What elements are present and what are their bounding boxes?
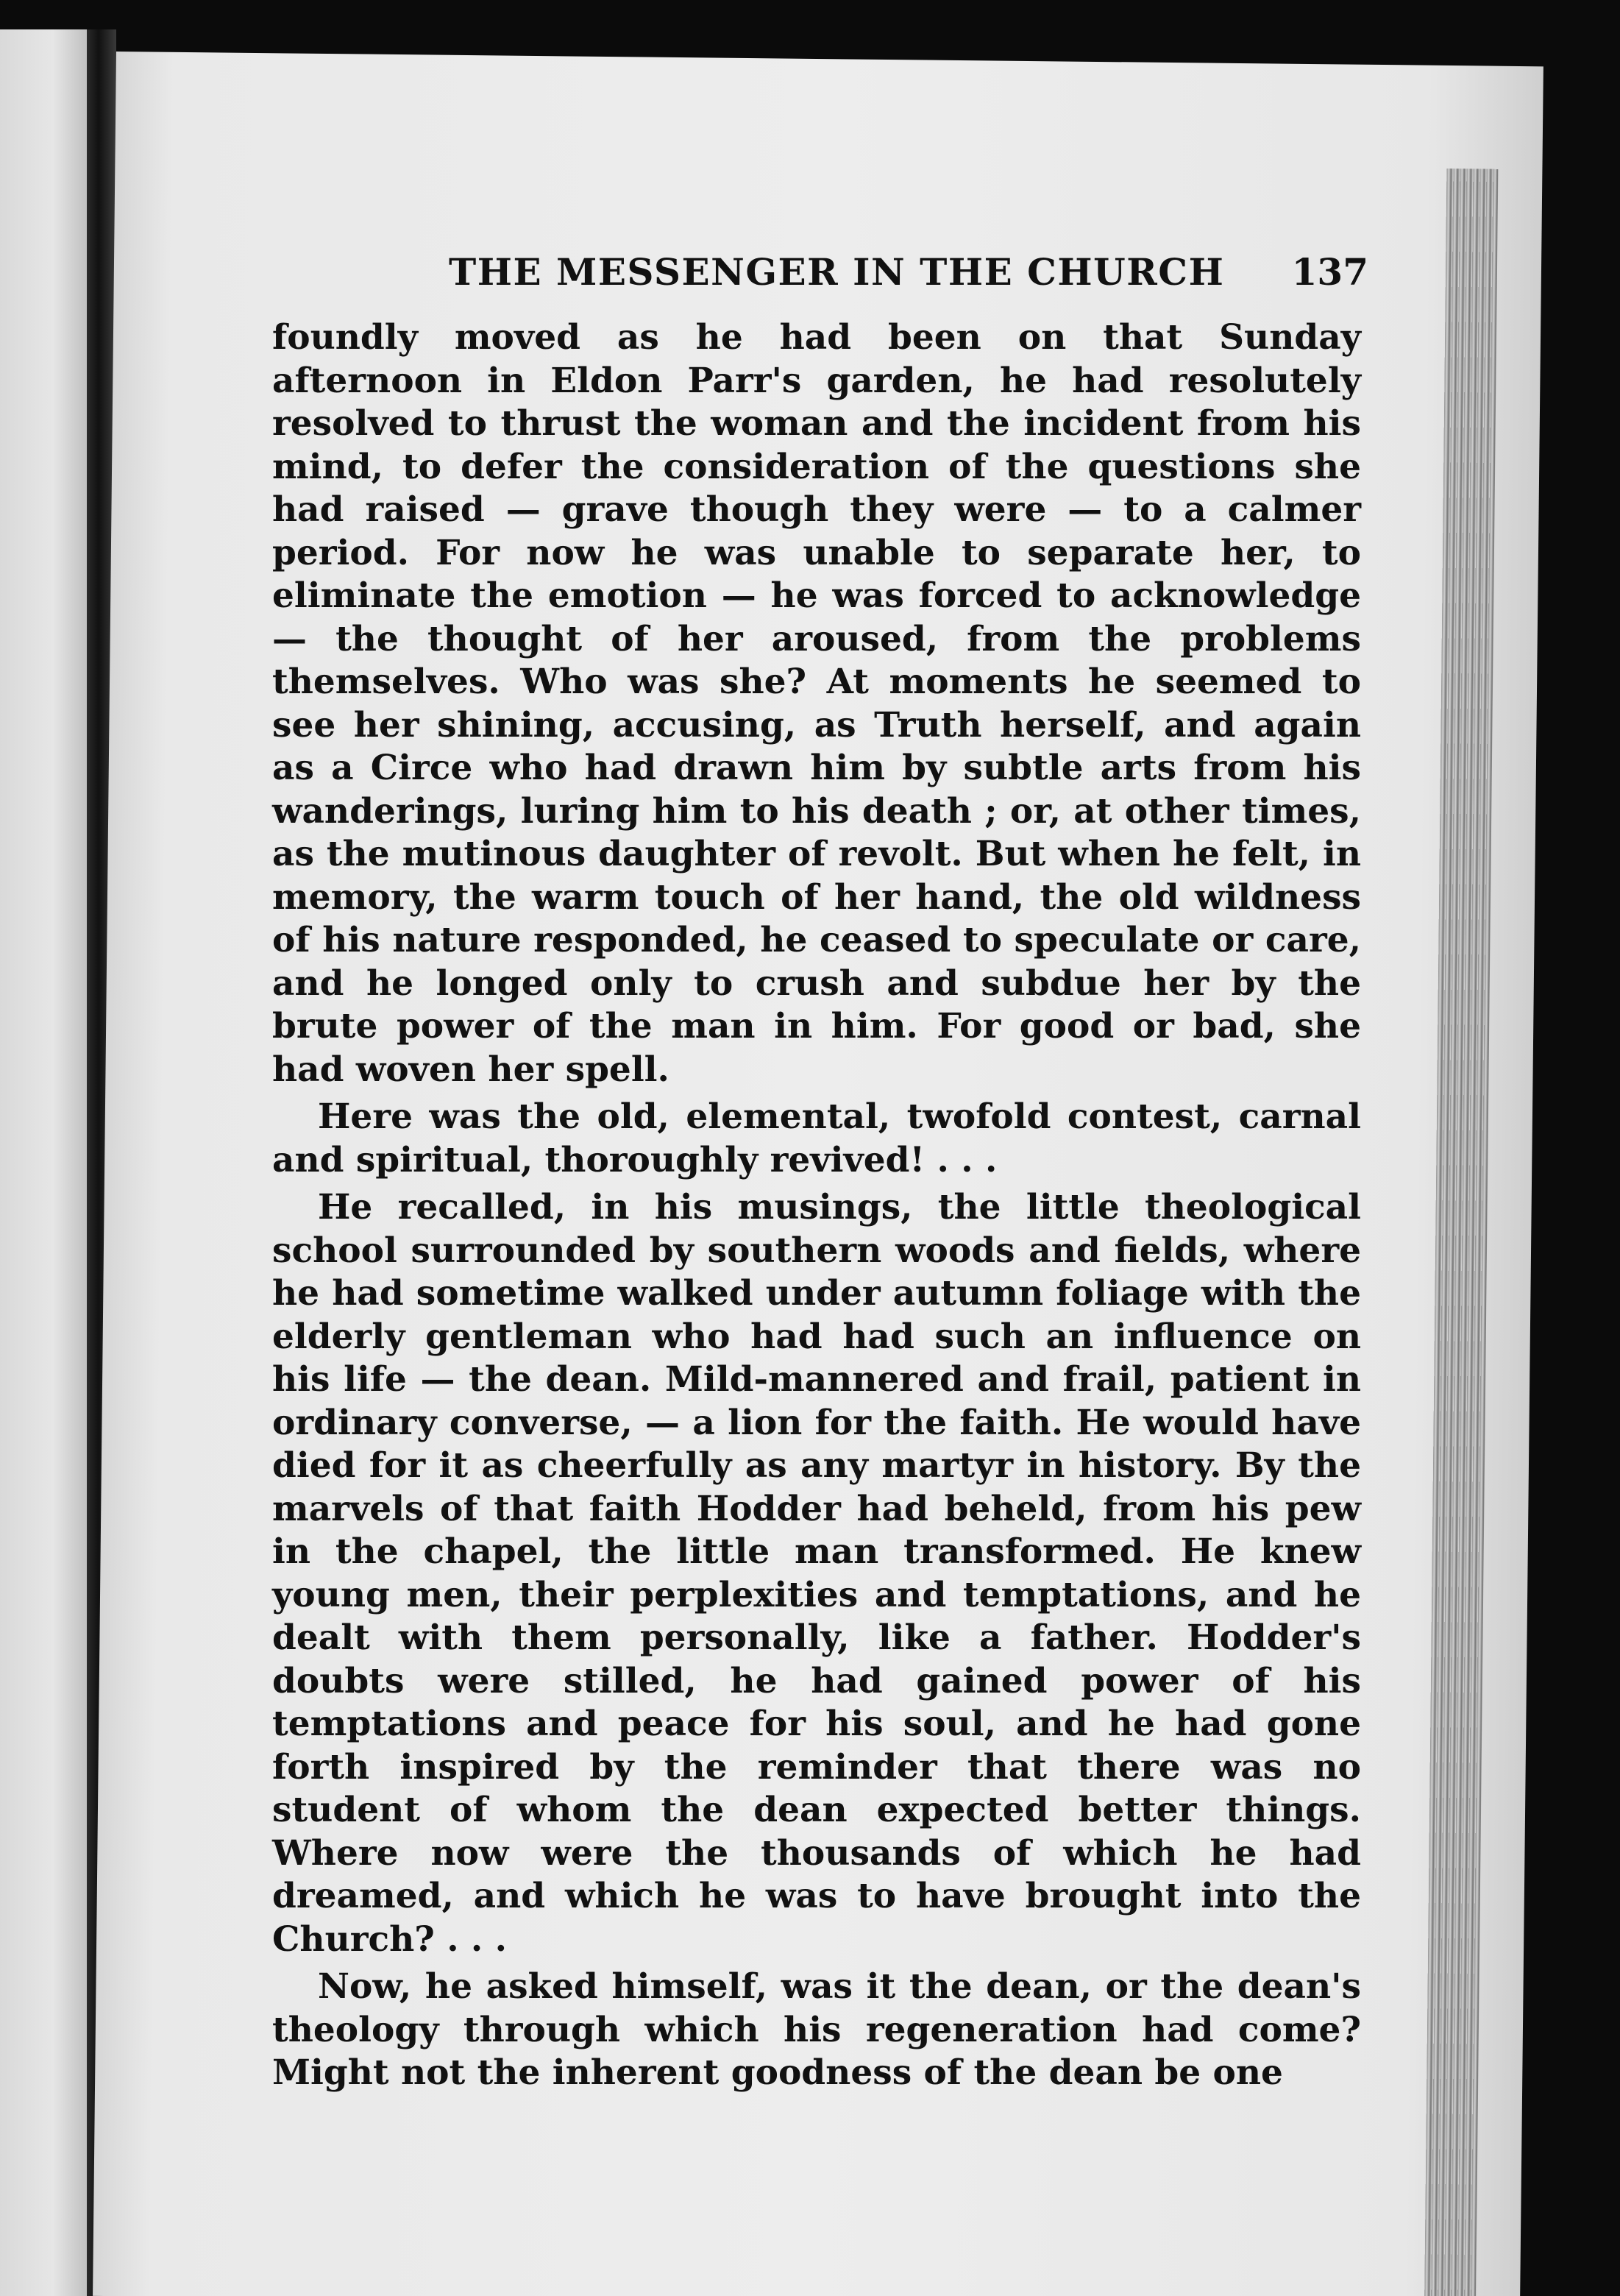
page-number: 137	[1291, 250, 1368, 294]
paragraph-3: He recalled, in his musings, the little theological school surrounded by southern woods and fields, where he had sometime walked under autumn foliage with the elderly gentleman who had had such an influence on his life — the dean. Mild-mannered and frail, patient in ordinary converse, — a lion for the faith. He would have died for it as cheerfully as any martyr in history. By the marvels of that faith Hodder had beheld, from his pew in the chapel, the little man transformed. He knew young men, their perplexities and temptations, and he dealt with them personally, like a father. Hodder's doubts were stilled, he had gained power of his temptations and peace for his soul, and he had gone forth inspired by the reminder that there was no student of whom the dean expected better things. Where now were the thousands of which he had dreamed, and which he was to have brought into the Church? . . .	[272, 1187, 1361, 1960]
paragraph-1: foundly moved as he had been on that Sunday afternoon in Eldon Parr's garden, he had resolutely resolved to thrust the woman and the incident from his mind, to defer the consideration of the questions she had raised — grave though they were — to a calmer period. For now he was unable to separate her, to eliminate the emotion — he was forced to acknowledge — the thought of her aroused, from the problems themselves. Who was she? At moments he seemed to see her shining, accusing, as Truth herself, and again as a Circe who had drawn him by subtle arts from his wanderings, luring him to his death ; or, at other times, as the mutinous daughter of revolt. But when he felt, in memory, the warm touch of her hand, the old wildness of his nature responded, he ceased to speculate or care, and he longed only to crush and subdue her by the brute power of the man in him. For good or bad, she had woven her spell.	[272, 317, 1361, 1090]
running-title: THE MESSENGER IN THE CHURCH	[449, 250, 1225, 294]
facing-page-edge	[0, 29, 88, 2296]
paragraph-4: Now, he asked himself, was it the dean, or the dean's theology through which his regeneration had come? Might not the inherent goodness of the dean be one	[272, 1966, 1361, 2093]
page-block-edges	[1424, 169, 1498, 2296]
page-content	[272, 250, 1368, 2100]
page-header	[272, 250, 1368, 316]
body-text	[272, 316, 1361, 2095]
paragraph-2: Here was the old, elemental, twofold contest, carnal and spiritual, thoroughly revived! . . .	[272, 1096, 1361, 1180]
